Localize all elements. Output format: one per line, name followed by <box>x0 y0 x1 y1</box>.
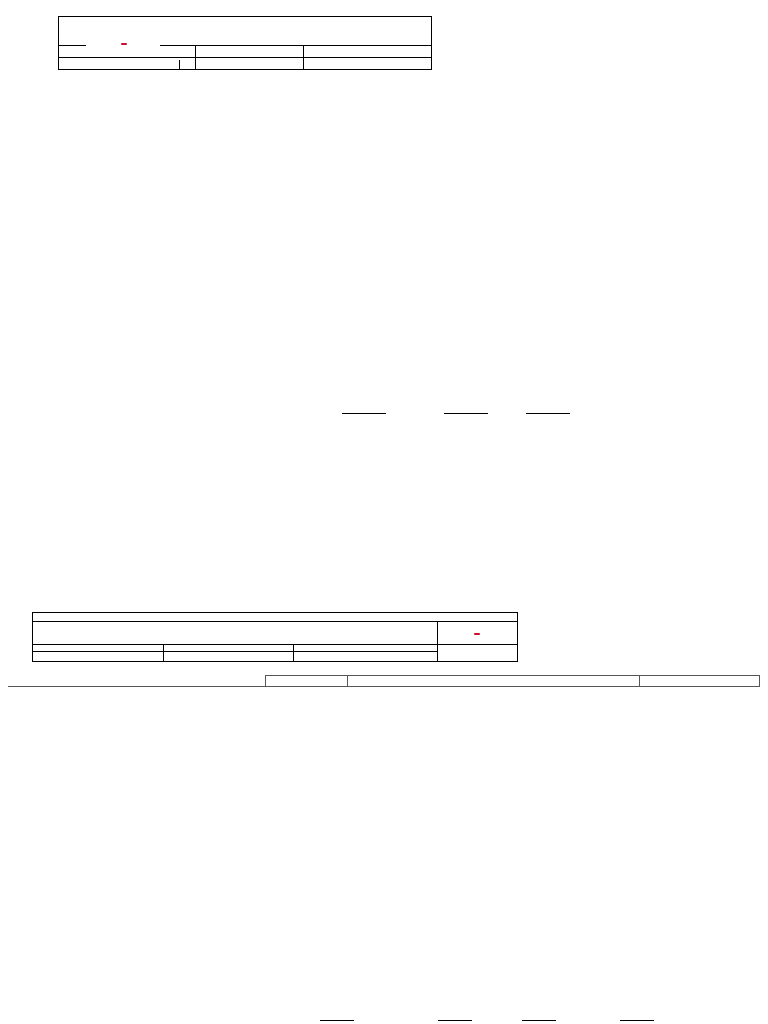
doc2-risk-matrix <box>8 675 760 699</box>
doc2-legend <box>8 1000 34 1005</box>
doc2-approved-by <box>520 1016 556 1021</box>
doc1-reviewed-by <box>442 409 488 414</box>
doc1-logo <box>86 37 160 51</box>
doc2-eval-final <box>640 676 760 687</box>
doc2-logo <box>438 624 514 644</box>
doc2-medidas <box>347 676 639 687</box>
doc1-approved-by <box>524 409 570 414</box>
doc1-prepared-by <box>340 409 386 414</box>
doc2-logo-box <box>474 633 480 635</box>
doc1-logo-box <box>121 43 127 45</box>
doc2-fecha-sign <box>618 1016 654 1021</box>
doc2-eval-inicial <box>266 676 347 687</box>
doc2-reviewed-by <box>436 1016 472 1021</box>
doc1-legend <box>8 392 34 397</box>
doc1-risk-matrix <box>8 88 768 102</box>
doc2-prepared-by <box>318 1016 354 1021</box>
